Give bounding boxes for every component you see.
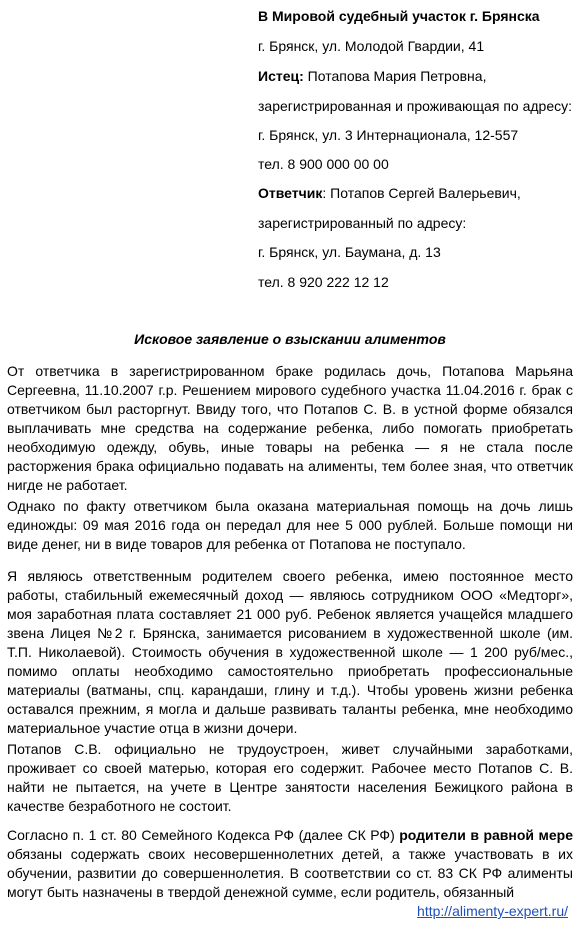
defendant-label: Ответчик bbox=[258, 185, 323, 201]
document-title: Исковое заявление о взыскании алиментов bbox=[134, 331, 446, 347]
plaintiff-phone: тел. 8 900 000 00 00 bbox=[258, 156, 389, 172]
plaintiff-name: Потапова Мария Петровна, bbox=[303, 68, 487, 84]
defendant-line bbox=[258, 185, 521, 202]
defendant-name: : Потапов Сергей Валерьевич, bbox=[322, 185, 521, 201]
defendant-registration: зарегистрированный по адресу: bbox=[258, 215, 467, 231]
court-name: В Мировой судебный участок г. Брянска bbox=[258, 8, 540, 24]
defendant-address: г. Брянск, ул. Баумана, д. 13 bbox=[258, 244, 441, 260]
defendant-phone: тел. 8 920 222 12 12 bbox=[258, 274, 389, 290]
paragraph-1: От ответчика в зарегистрированном браке родилась дочь, Потапова Марьяна Сергеевна, 11.10.2007 г.р. Решением мирового судебного участка 11.04.2016 г. брак с ответчиком был расторгнут. Ввиду того, что Потапов С. В. в устной форме обязался выплачивать мне средства на содержание ребенка, либо помогать приобретать необходимую одежду, обувь, иные товары на ребенка — я не стала после расторжения брака официально подавать на алименты, тем более зная, что ответчик нигде не работает. bbox=[7, 363, 573, 493]
paragraph-4: Потапов С.В. официально не трудоустроен, живет случайными заработками, проживает со своей матерью, которая его содержит. Рабочее место Потапов С. В. найти не пытается, на учете в Центре занятости населения Бежицкого района в качестве безработного не состоит. bbox=[7, 741, 573, 814]
paragraph-5-end: обязаны содержать своих несовершеннолетних детей, а также участвовать в их обучении, развитии до совершеннолетия. В соответствии со ст. 83 СК РФ алименты могут быть назначены в твердой денежной сумме, если родитель, обязанный bbox=[7, 846, 573, 900]
paragraph-5-emphasis: родители в равной мере bbox=[399, 827, 573, 843]
plaintiff-line bbox=[258, 68, 486, 85]
paragraph-5 bbox=[7, 826, 573, 902]
court-address: г. Брянск, ул. Молодой Гвардии, 41 bbox=[258, 38, 485, 54]
paragraph-2: Однако по факту ответчиком была оказана материальная помощь на дочь лишь единожды: 09 мая 2016 года он передал для нее 5 000 рублей. Больше помощи ни виде денег, ни в виде товаров для ребенка от Потапова не поступало. bbox=[7, 498, 573, 552]
paragraph-5-start: Согласно п. 1 ст. 80 Семейного Кодекса РФ (далее СК РФ) bbox=[7, 827, 400, 843]
plaintiff-address: г. Брянск, ул. 3 Интернационала, 12-557 bbox=[258, 127, 519, 143]
plaintiff-registration: зарегистрированная и проживающая по адресу: bbox=[258, 98, 572, 114]
paragraph-3: Я являюсь ответственным родителем своего ребенка, имею постоянное место работы, стабильный ежемесячный доход — являюсь сотрудником ООО «Медторг», моя заработная плата составляет 21 000 руб. Ребенок является учащейся младшего звена Лицея №2 г. Брянска, занимается рисованием в художественной школе (им. Т.П. Николаевой). Стоимость обучения в художественной школе — 1 200 руб/мес., помимо оплаты необходимо самостоятельно приобретать профессиональные материалы (ватманы, спц. карандаши, глину и т.д.). Чтобы уровень жизни ребенка оставался прежним, я могла и дальше развивать таланты ребенка, мне необходимо материальное участие отца в жизни дочери. bbox=[7, 568, 573, 736]
plaintiff-label: Истец: bbox=[258, 68, 304, 84]
source-link[interactable]: http://alimenty-expert.ru/ bbox=[417, 903, 568, 919]
